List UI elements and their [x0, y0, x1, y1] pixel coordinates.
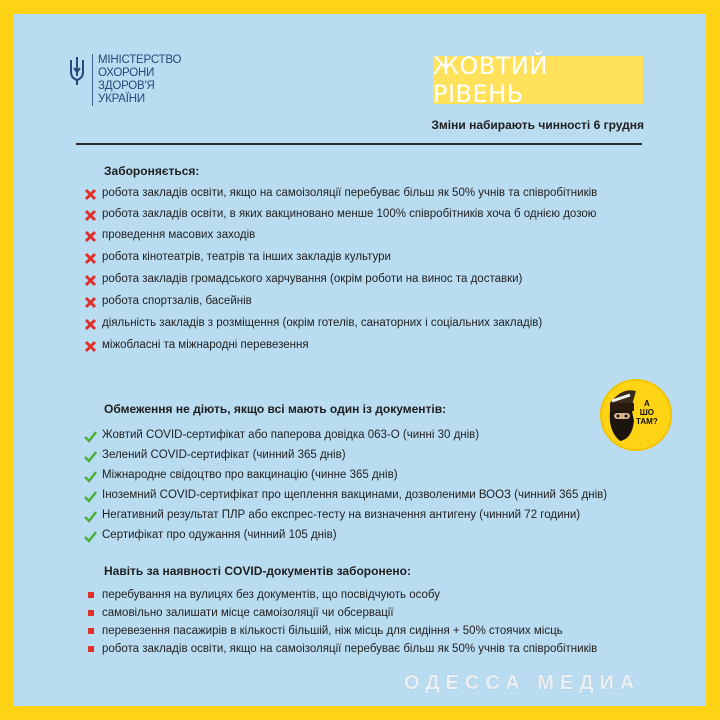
red-x-icon [84, 252, 97, 265]
red-square-icon [88, 646, 94, 652]
item-text: Негативний результат ПЛР або експрес-тесту на визначення антигену (чинний 72 години) [102, 509, 581, 521]
green-check-icon [84, 490, 97, 503]
level-badge: ЖОВТИЙ РІВЕНЬ [433, 56, 643, 104]
item-text: проведення масових заходів [102, 229, 256, 241]
green-check-icon [84, 510, 97, 523]
effective-date: Зміни набирають чинності 6 грудня [431, 118, 644, 132]
item-text: міжобласні та міжнародні перевезення [102, 339, 309, 351]
ministry-line: ЗДОРОВ'Я [98, 80, 155, 92]
list-item [84, 428, 684, 443]
item-text: робота спортзалів, басейнів [102, 295, 252, 307]
mascot-caption [636, 399, 658, 426]
item-text: робота кінотеатрів, театрів та інших закладів культури [102, 251, 391, 263]
prohibited-list [84, 186, 684, 353]
item-text: діяльність закладів з розміщення (окрім готелів, санаторних і соціальних закладів) [102, 317, 543, 329]
list-item [84, 488, 684, 503]
item-text: перебування на вулицях без документів, що посвідчують особу [102, 589, 440, 601]
red-x-icon [84, 340, 97, 353]
item-text: робота закладів освіти, якщо на самоізоляції перебуває більш як 50% учнів та співробітників [102, 187, 598, 199]
red-x-icon [84, 274, 97, 287]
item-text: Сертифікат про одужання (чинний 105 днів) [102, 529, 337, 541]
item-text: Жовтий COVID-сертифікат або паперова довідка 063-О (чинні 30 днів) [102, 429, 480, 441]
mascot-line: А [643, 399, 650, 408]
item-text: самовільно залишати місце самоізоляції чи обсервації [102, 607, 394, 619]
red-square-icon [88, 628, 94, 634]
poster [14, 14, 706, 706]
item-text: Іноземний COVID-сертифікат про щеплення вакцинами, дозволеними ВООЗ (чинний 365 днів) [102, 489, 608, 501]
ministry-logo [68, 54, 181, 106]
green-check-icon [84, 450, 97, 463]
red-x-icon [84, 318, 97, 331]
list-item [84, 250, 684, 265]
mascot-line: ШО [639, 408, 654, 417]
mascot-badge [600, 379, 672, 451]
red-x-icon [84, 188, 97, 201]
header-divider [76, 143, 642, 145]
watermark: ОДЕССА МЕДИА [404, 672, 641, 694]
list-item [84, 528, 684, 543]
red-square-icon [88, 610, 94, 616]
still-prohibited-title: Навіть за наявності COVID-документів заборонено: [104, 564, 411, 578]
ministry-line: УКРАЇНИ [98, 93, 145, 105]
trident-icon [68, 56, 86, 86]
list-item [84, 606, 684, 621]
list-item [84, 186, 684, 201]
list-item [84, 588, 684, 603]
mascot-line: ТАМ? [636, 417, 658, 426]
item-text: Зелений COVID-сертифікат (чинний 365 днів) [102, 449, 346, 461]
green-check-icon [84, 470, 97, 483]
ministry-line: МІНІСТЕРСТВО [98, 54, 182, 66]
documents-title: Обмеження не діють, якщо всі мають один із документів: [104, 402, 447, 416]
list-item [84, 508, 684, 523]
item-text: робота закладів освіти, в яких вакциновано менше 100% співробітників хоча б однією дозою [102, 208, 597, 220]
list-item [84, 272, 684, 287]
list-item [84, 338, 684, 353]
green-check-icon [84, 430, 97, 443]
list-item [84, 468, 684, 483]
list-item [84, 642, 684, 657]
list-item [84, 448, 684, 463]
list-item [84, 294, 684, 309]
red-square-icon [88, 592, 94, 598]
prohibited-title: Забороняється: [104, 164, 200, 178]
item-text: робота закладів освіти, якщо на самоізоляції перебуває більш як 50% учнів та співробітників [102, 643, 598, 655]
list-item [84, 624, 684, 639]
still-prohibited-list [84, 588, 684, 657]
list-item [84, 228, 684, 243]
item-text: перевезення пасажирів в кількості більшій, ніж місць для сидіння + 50% стоячих місць [102, 625, 563, 637]
item-text: робота закладів громадського харчування (окрім роботи на винос та доставки) [102, 273, 523, 285]
documents-list [84, 428, 684, 543]
green-check-icon [84, 530, 97, 543]
list-item [84, 207, 684, 222]
list-item [84, 316, 684, 331]
red-x-icon [84, 296, 97, 309]
red-x-icon [84, 209, 97, 222]
ministry-name [92, 54, 181, 106]
item-text: Міжнародне свідоцтво про вакцинацію (чинне 365 днів) [102, 469, 398, 481]
ministry-line: ОХОРОНИ [98, 67, 155, 79]
red-x-icon [84, 230, 97, 243]
